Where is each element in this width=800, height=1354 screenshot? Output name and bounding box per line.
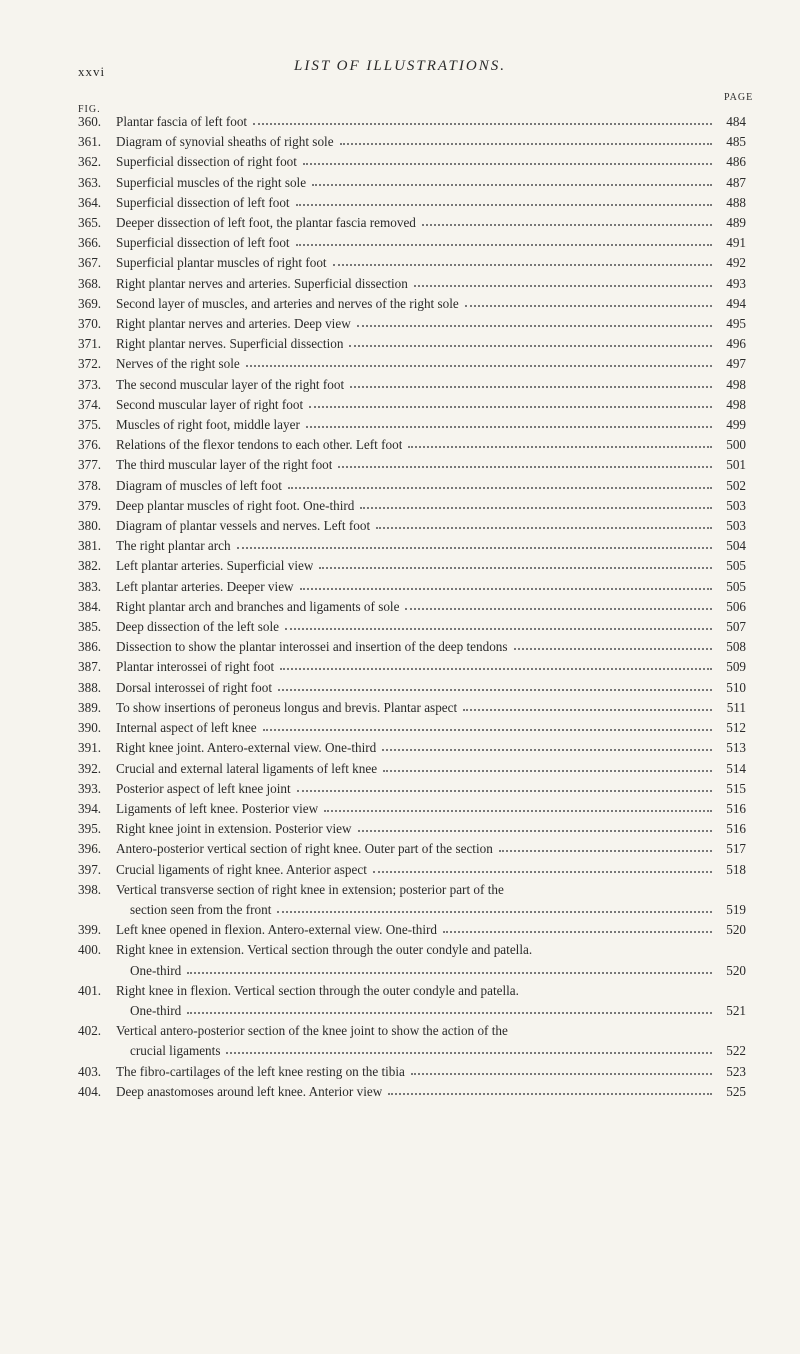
figure-number: 360. bbox=[78, 114, 102, 129]
list-item bbox=[78, 556, 746, 576]
figure-number: 370. bbox=[78, 316, 102, 332]
figure-number: 396. bbox=[78, 841, 102, 857]
page-reference: 522 bbox=[726, 1043, 746, 1059]
figure-number: 365. bbox=[78, 215, 102, 231]
figure-title: The second muscular layer of the right foot bbox=[116, 376, 345, 392]
page-reference: 496 bbox=[726, 336, 746, 352]
page-reference: 505 bbox=[726, 558, 746, 574]
figure-title: Dissection to show the plantar interossei and insertion of the deep tendons bbox=[116, 639, 508, 655]
figure-title: Superficial dissection of left foot bbox=[116, 194, 290, 210]
dot-leader bbox=[253, 123, 712, 125]
running-title: LIST OF ILLUSTRATIONS. bbox=[294, 58, 506, 74]
list-item bbox=[78, 718, 746, 738]
dot-leader bbox=[405, 608, 712, 610]
figure-title-continued: crucial ligaments bbox=[130, 1043, 221, 1059]
list-item bbox=[78, 637, 746, 657]
list-item bbox=[78, 920, 746, 940]
list-item bbox=[78, 193, 746, 213]
figure-number: 391. bbox=[78, 740, 102, 756]
dot-leader bbox=[411, 1073, 712, 1075]
figure-title: Second muscular layer of right foot bbox=[116, 396, 304, 412]
list-item bbox=[78, 112, 746, 132]
figure-number: 400. bbox=[78, 942, 102, 958]
figure-number: 369. bbox=[78, 295, 102, 311]
page-reference: 497 bbox=[726, 356, 746, 372]
list-item bbox=[78, 213, 746, 233]
page-reference: 525 bbox=[726, 1083, 746, 1099]
list-item bbox=[78, 455, 746, 475]
page-reference: 494 bbox=[726, 295, 746, 311]
dot-leader bbox=[187, 972, 712, 974]
page-column-label: PAGE bbox=[724, 92, 754, 103]
list-item bbox=[78, 940, 746, 980]
figure-number: 385. bbox=[78, 619, 102, 635]
figure-number: 377. bbox=[78, 457, 102, 473]
page-reference: 486 bbox=[726, 154, 746, 170]
page-reference: 521 bbox=[726, 1002, 746, 1018]
dot-leader bbox=[338, 466, 712, 468]
figure-title: Deep dissection of the left sole bbox=[116, 619, 279, 635]
list-item bbox=[78, 577, 746, 597]
figure-number: 395. bbox=[78, 821, 102, 837]
page-reference: 508 bbox=[726, 639, 746, 655]
figure-number: 373. bbox=[78, 376, 102, 392]
list-item bbox=[78, 1021, 746, 1061]
page-reference: 517 bbox=[726, 841, 746, 857]
figure-number: 368. bbox=[78, 275, 102, 291]
page-reference: 499 bbox=[726, 417, 746, 433]
list-item bbox=[78, 678, 746, 698]
figure-title: Right plantar arch and branches and ligaments of sole bbox=[116, 598, 400, 614]
list-item bbox=[78, 395, 746, 415]
figure-number: 378. bbox=[78, 477, 102, 493]
figure-number: 394. bbox=[78, 800, 102, 816]
figure-title: Relations of the flexor tendons to each other. Left foot bbox=[116, 437, 403, 453]
figure-title: Left plantar arteries. Superficial view bbox=[116, 558, 314, 574]
figure-title: Vertical antero-posterior section of the knee joint to show the action of the bbox=[116, 1023, 508, 1039]
page-reference: 498 bbox=[726, 396, 746, 412]
figure-title: Crucial and external lateral ligaments of left knee bbox=[116, 760, 378, 776]
figure-number: 401. bbox=[78, 982, 102, 998]
figure-title-continued: One-third bbox=[130, 962, 182, 978]
figure-title: Right plantar nerves and arteries. Deep view bbox=[116, 316, 351, 332]
figure-number: 372. bbox=[78, 356, 102, 372]
dot-leader bbox=[333, 264, 712, 266]
figure-title: Right knee joint in extension. Posterior view bbox=[116, 821, 352, 837]
figure-title: Muscles of right foot, middle layer bbox=[116, 417, 300, 433]
figure-title: Left plantar arteries. Deeper view bbox=[116, 578, 294, 594]
list-item bbox=[78, 759, 746, 779]
figure-title: Left knee opened in flexion. Antero-external view. One-third bbox=[116, 922, 438, 938]
list-item bbox=[78, 253, 746, 273]
figure-number: 399. bbox=[78, 922, 102, 938]
page-reference: 500 bbox=[726, 437, 746, 453]
page-reference: 520 bbox=[726, 962, 746, 978]
dot-leader bbox=[237, 547, 712, 549]
figure-number: 384. bbox=[78, 598, 102, 614]
page-reference: 523 bbox=[726, 1063, 746, 1079]
list-item bbox=[78, 173, 746, 193]
dot-leader bbox=[357, 325, 712, 327]
figure-number: 387. bbox=[78, 659, 102, 675]
page-reference: 519 bbox=[726, 901, 746, 917]
dot-leader bbox=[278, 689, 712, 691]
page-reference: 501 bbox=[726, 457, 746, 473]
dot-leader bbox=[373, 871, 712, 873]
dot-leader bbox=[358, 830, 712, 832]
dot-leader bbox=[280, 668, 712, 670]
figure-title-continued: section seen from the front bbox=[130, 901, 272, 917]
dot-leader bbox=[376, 527, 712, 529]
list-item bbox=[78, 354, 746, 374]
figure-title: Superficial plantar muscles of right foot bbox=[116, 255, 327, 271]
figure-title: Diagram of plantar vessels and nerves. Left foot bbox=[116, 518, 371, 534]
figure-number: 382. bbox=[78, 558, 102, 574]
list-item bbox=[78, 698, 746, 718]
dot-leader bbox=[263, 729, 712, 731]
figure-number: 362. bbox=[78, 154, 102, 170]
dot-leader bbox=[312, 184, 712, 186]
figure-title: Posterior aspect of left knee joint bbox=[116, 780, 291, 796]
page-reference: 514 bbox=[726, 760, 746, 776]
figure-number: 404. bbox=[78, 1083, 102, 1099]
figure-number: 381. bbox=[78, 538, 102, 554]
dot-leader bbox=[319, 567, 712, 569]
list-item bbox=[78, 738, 746, 758]
figure-number: 398. bbox=[78, 881, 102, 897]
figure-number: 383. bbox=[78, 578, 102, 594]
figure-number: 403. bbox=[78, 1063, 102, 1079]
page-reference: 491 bbox=[726, 235, 746, 251]
page-reference: 505 bbox=[726, 578, 746, 594]
dot-leader bbox=[303, 163, 712, 165]
figure-number: 397. bbox=[78, 861, 102, 877]
page-reference: 506 bbox=[726, 598, 746, 614]
page-reference: 516 bbox=[726, 800, 746, 816]
figure-title: Right plantar nerves and arteries. Superficial dissection bbox=[116, 275, 408, 291]
page-reference: 495 bbox=[726, 316, 746, 332]
list-item bbox=[78, 152, 746, 172]
dot-leader bbox=[297, 790, 712, 792]
figure-title: Plantar interossei of right foot bbox=[116, 659, 275, 675]
dot-leader bbox=[285, 628, 712, 630]
page-reference: 512 bbox=[726, 720, 746, 736]
figure-title: Second layer of muscles, and arteries and nerves of the right sole bbox=[116, 295, 459, 311]
list-item bbox=[78, 597, 746, 617]
figure-title: Right knee in extension. Vertical section through the outer condyle and patella. bbox=[116, 942, 533, 958]
dot-leader bbox=[443, 931, 712, 933]
figure-number: 380. bbox=[78, 518, 102, 534]
figure-title: Antero-posterior vertical section of right knee. Outer part of the section bbox=[116, 841, 493, 857]
page-reference: 493 bbox=[726, 275, 746, 291]
dot-leader bbox=[296, 204, 712, 206]
figure-title: To show insertions of peroneus longus and brevis. Plantar aspect bbox=[116, 699, 458, 715]
figure-number: 364. bbox=[78, 194, 102, 210]
figure-title: Superficial dissection of right foot bbox=[116, 154, 297, 170]
page-reference: 489 bbox=[726, 215, 746, 231]
page-reference: 504 bbox=[726, 538, 746, 554]
figure-title: Deeper dissection of left foot, the plantar fascia removed bbox=[116, 215, 416, 231]
figure-number: 379. bbox=[78, 497, 102, 513]
page-reference: 520 bbox=[726, 922, 746, 938]
dot-leader bbox=[383, 770, 712, 772]
figure-title: Deep anastomoses around left knee. Anterior view bbox=[116, 1083, 383, 1099]
list-item bbox=[78, 1082, 746, 1102]
dot-leader bbox=[288, 487, 712, 489]
figure-number: 367. bbox=[78, 255, 102, 271]
dot-leader bbox=[277, 911, 712, 913]
figure-number: 375. bbox=[78, 417, 102, 433]
list-item bbox=[78, 496, 746, 516]
figure-title: Nerves of the right sole bbox=[116, 356, 240, 372]
dot-leader bbox=[349, 345, 712, 347]
dot-leader bbox=[408, 446, 712, 448]
figure-number: 388. bbox=[78, 679, 102, 695]
figure-title: The right plantar arch bbox=[116, 538, 231, 554]
list-item bbox=[78, 274, 746, 294]
page-reference: 503 bbox=[726, 518, 746, 534]
list-item bbox=[78, 880, 746, 920]
page-reference: 502 bbox=[726, 477, 746, 493]
figure-number: 363. bbox=[78, 174, 102, 190]
list-item bbox=[78, 415, 746, 435]
figure-title: Dorsal interossei of right foot bbox=[116, 679, 273, 695]
figure-number: 390. bbox=[78, 720, 102, 736]
dot-leader bbox=[187, 1012, 712, 1014]
figure-number: 386. bbox=[78, 639, 102, 655]
figure-title: Plantar fascia of left foot bbox=[116, 114, 248, 129]
list-item bbox=[78, 233, 746, 253]
page-reference: 513 bbox=[726, 740, 746, 756]
figure-title: Superficial dissection of left foot bbox=[116, 235, 290, 251]
page-reference: 515 bbox=[726, 780, 746, 796]
figure-title: Diagram of synovial sheaths of right sole bbox=[116, 134, 334, 150]
dot-leader bbox=[350, 386, 712, 388]
list-item bbox=[78, 779, 746, 799]
dot-leader bbox=[422, 224, 712, 226]
list-item bbox=[78, 294, 746, 314]
figure-title: Right plantar nerves. Superficial dissection bbox=[116, 336, 344, 352]
dot-leader bbox=[465, 305, 712, 307]
figure-title: Internal aspect of left knee bbox=[116, 720, 257, 736]
dot-leader bbox=[296, 244, 712, 246]
page-reference: 492 bbox=[726, 255, 746, 271]
dot-leader bbox=[514, 648, 712, 650]
figure-title-continued: One-third bbox=[130, 1002, 182, 1018]
page-reference: 507 bbox=[726, 619, 746, 635]
figure-title: Deep plantar muscles of right foot. One-third bbox=[116, 497, 355, 513]
figure-title: Diagram of muscles of left foot bbox=[116, 477, 282, 493]
figure-number: 376. bbox=[78, 437, 102, 453]
list-item bbox=[78, 799, 746, 819]
page-reference: 511 bbox=[726, 699, 746, 715]
figure-number: 402. bbox=[78, 1023, 102, 1039]
figure-number: 389. bbox=[78, 699, 102, 715]
list-item bbox=[78, 536, 746, 556]
list-item bbox=[78, 657, 746, 677]
figure-number: 366. bbox=[78, 235, 102, 251]
figure-title: Ligaments of left knee. Posterior view bbox=[116, 800, 319, 816]
dot-leader bbox=[388, 1093, 712, 1095]
page-reference: 488 bbox=[726, 194, 746, 210]
list-item bbox=[78, 334, 746, 354]
page-reference: 485 bbox=[726, 134, 746, 150]
list-item bbox=[78, 819, 746, 839]
dot-leader bbox=[324, 810, 712, 812]
list-item bbox=[78, 617, 746, 637]
dot-leader bbox=[360, 507, 712, 509]
page-reference: 516 bbox=[726, 821, 746, 837]
figure-number: 371. bbox=[78, 336, 102, 352]
dot-leader bbox=[499, 850, 712, 852]
page-reference: 518 bbox=[726, 861, 746, 877]
figure-title: Vertical transverse section of right knee in extension; posterior part of the bbox=[116, 881, 504, 897]
figure-title: Crucial ligaments of right knee. Anterior aspect bbox=[116, 861, 367, 877]
figure-title: Superficial muscles of the right sole bbox=[116, 174, 307, 190]
page-reference: 484 bbox=[726, 114, 746, 129]
dot-leader bbox=[414, 285, 712, 287]
dot-leader bbox=[340, 143, 712, 145]
fig-column-label: FIG. bbox=[78, 104, 101, 115]
figure-number: 393. bbox=[78, 780, 102, 796]
dot-leader bbox=[226, 1052, 712, 1054]
list-item bbox=[78, 516, 746, 536]
page-number: xxvi bbox=[78, 64, 106, 79]
figure-title: Right knee joint. Antero-external view. One-third bbox=[116, 740, 377, 756]
dot-leader bbox=[309, 406, 712, 408]
figure-title: The fibro-cartilages of the left knee resting on the tibia bbox=[116, 1063, 405, 1079]
page-reference: 487 bbox=[726, 174, 746, 190]
page-reference: 510 bbox=[726, 679, 746, 695]
dot-leader bbox=[463, 709, 712, 711]
list-item bbox=[78, 981, 746, 1021]
figure-number: 361. bbox=[78, 134, 102, 150]
list-item bbox=[78, 1062, 746, 1082]
dot-leader bbox=[306, 426, 712, 428]
list-item bbox=[78, 839, 746, 859]
figure-title: Right knee in flexion. Vertical section through the outer condyle and patella. bbox=[116, 982, 519, 998]
list-item bbox=[78, 476, 746, 496]
page-reference: 498 bbox=[726, 376, 746, 392]
page-reference: 503 bbox=[726, 497, 746, 513]
figure-title: The third muscular layer of the right foot bbox=[116, 457, 333, 473]
list-item bbox=[78, 435, 746, 455]
figure-number: 392. bbox=[78, 760, 102, 776]
dot-leader bbox=[382, 749, 712, 751]
page-reference: 509 bbox=[726, 659, 746, 675]
list-item bbox=[78, 375, 746, 395]
list-item bbox=[78, 860, 746, 880]
figure-number: 374. bbox=[78, 396, 102, 412]
list-item bbox=[78, 132, 746, 152]
dot-leader bbox=[246, 365, 712, 367]
list-item bbox=[78, 314, 746, 334]
illustration-list bbox=[78, 112, 746, 1102]
dot-leader bbox=[300, 588, 712, 590]
